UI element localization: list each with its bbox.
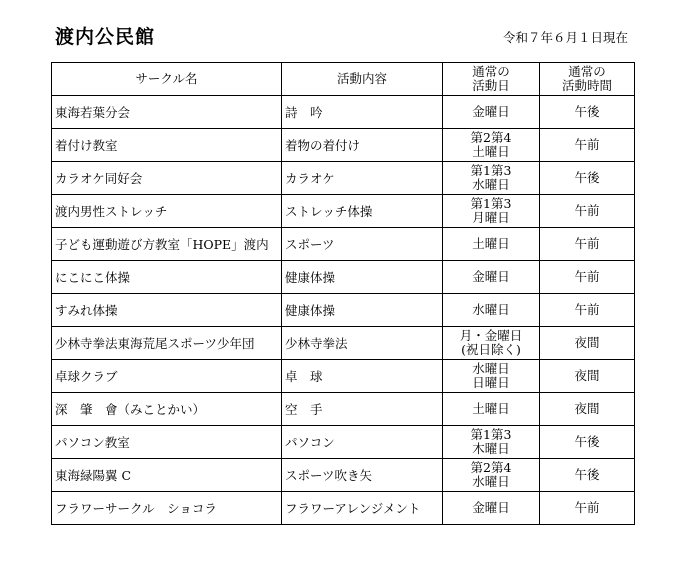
activity-day-line: 水曜日 [472, 361, 510, 376]
table-row [52, 327, 635, 360]
table-row [52, 228, 635, 261]
activity-time-cell: 午後 [540, 96, 635, 129]
header-activity-day [443, 63, 540, 96]
activity-cell: 少林寺拳法 [282, 327, 443, 360]
activity-time-cell: 午後 [540, 426, 635, 459]
activity-time-cell: 夜間 [540, 393, 635, 426]
activity-day-line: 土曜日 [472, 144, 510, 159]
activity-day-cell [443, 129, 540, 162]
activity-cell: 健康体操 [282, 294, 443, 327]
activity-cell: 健康体操 [282, 261, 443, 294]
circle-name-cell: フラワーサークル ショコラ [52, 492, 282, 525]
activity-day-line: 日曜日 [472, 375, 510, 390]
activity-day-line: 金曜日 [472, 104, 510, 119]
circle-name-cell: 東海緑陽翼 C [52, 459, 282, 492]
activity-day-cell [443, 327, 540, 360]
table-row [52, 96, 635, 129]
circle-name-cell: パソコン教室 [52, 426, 282, 459]
activity-day-cell [443, 162, 540, 195]
table-row [52, 162, 635, 195]
activity-time-cell: 午前 [540, 129, 635, 162]
table-row [52, 492, 635, 525]
header-time-line: 活動時間 [561, 78, 612, 93]
activity-day-line: 第1第3 [470, 196, 512, 211]
activity-day-line: 第2第4 [470, 130, 512, 145]
circle-name-cell: 少林寺拳法東海荒尾スポーツ少年団 [52, 327, 282, 360]
header-day-line: 活動日 [472, 78, 510, 93]
activity-time-cell: 午後 [540, 162, 635, 195]
activity-day-cell [443, 492, 540, 525]
activity-cell: 卓 球 [282, 360, 443, 393]
activity-day-line: 第1第3 [470, 427, 512, 442]
circle-name-cell: 子ども運動遊び方教室「HOPE」渡内 [52, 228, 282, 261]
activity-day-cell [443, 459, 540, 492]
as-of-date: 令和７年６月１日現在 [502, 30, 628, 45]
circle-name-cell: 深 肇 會（みことかい） [52, 393, 282, 426]
activity-day-cell [443, 393, 540, 426]
activity-cell: パソコン [282, 426, 443, 459]
activity-day-cell [443, 195, 540, 228]
header-activity-time [540, 63, 635, 96]
activity-day-line: 金曜日 [472, 500, 510, 515]
activity-time-cell: 夜間 [540, 360, 635, 393]
activity-cell: ストレッチ体操 [282, 195, 443, 228]
activity-cell: 詩 吟 [282, 96, 443, 129]
activity-time-cell: 午前 [540, 195, 635, 228]
header-activity: 活動内容 [282, 63, 443, 96]
activity-day-cell [443, 96, 540, 129]
table-row [52, 393, 635, 426]
activity-day-cell [443, 228, 540, 261]
table-row [52, 426, 635, 459]
header-time-line: 通常の [568, 64, 606, 79]
activity-day-line: 月曜日 [472, 210, 510, 225]
page-title: 渡内公民館 [55, 26, 156, 48]
activity-cell: カラオケ [282, 162, 443, 195]
activity-day-line: 土曜日 [472, 236, 510, 251]
activity-day-line: 土曜日 [472, 401, 510, 416]
circle-name-cell: 卓球クラブ [52, 360, 282, 393]
header-day-line: 通常の [472, 64, 510, 79]
activity-day-line: 水曜日 [472, 177, 510, 192]
activity-day-cell [443, 294, 540, 327]
activity-time-cell: 午前 [540, 228, 635, 261]
activity-day-cell [443, 261, 540, 294]
circle-name-cell: 着付け教室 [52, 129, 282, 162]
table-row [52, 129, 635, 162]
activity-time-cell: 午前 [540, 294, 635, 327]
table-row [52, 459, 635, 492]
activity-day-line: 第1第3 [470, 163, 512, 178]
activity-day-line: 第2第4 [470, 460, 512, 475]
table-row [52, 261, 635, 294]
circle-name-cell: 東海若葉分会 [52, 96, 282, 129]
activity-day-line: 月・金曜日 [459, 328, 523, 343]
activity-cell: 着物の着付け [282, 129, 443, 162]
activity-day-line: 木曜日 [472, 441, 510, 456]
activity-day-cell [443, 426, 540, 459]
activity-cell: 空 手 [282, 393, 443, 426]
activity-day-line: (祝日除く) [461, 342, 521, 357]
activity-time-cell: 夜間 [540, 327, 635, 360]
activity-time-cell: 午前 [540, 261, 635, 294]
table-row [52, 195, 635, 228]
circle-name-cell: にこにこ体操 [52, 261, 282, 294]
circle-name-cell: カラオケ同好会 [52, 162, 282, 195]
activity-day-cell [443, 360, 540, 393]
table-row [52, 294, 635, 327]
activity-cell: フラワーアレンジメント [282, 492, 443, 525]
table-row [52, 360, 635, 393]
activity-cell: スポーツ [282, 228, 443, 261]
activity-day-line: 金曜日 [472, 269, 510, 284]
activity-time-cell: 午後 [540, 459, 635, 492]
activity-time-cell: 午前 [540, 492, 635, 525]
activity-day-line: 水曜日 [472, 474, 510, 489]
circle-table [51, 62, 635, 525]
activity-day-line: 水曜日 [472, 302, 510, 317]
circle-name-cell: 渡内男性ストレッチ [52, 195, 282, 228]
circle-name-cell: すみれ体操 [52, 294, 282, 327]
activity-cell: スポーツ吹き矢 [282, 459, 443, 492]
header-circle-name: サークル名 [52, 63, 282, 96]
header-row [52, 63, 635, 96]
